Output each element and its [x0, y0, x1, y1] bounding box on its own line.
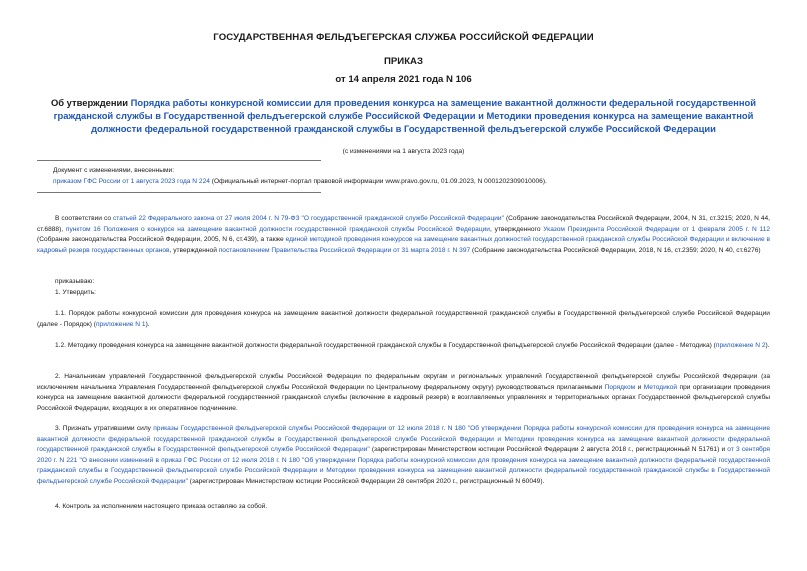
item-1-1: [37, 309, 770, 330]
divider-bottom: [37, 192, 321, 193]
changes-source: (Официальный интернет-портал правовой информации www.pravo.gov.ru, 01.09.2023, N 0001202309010006).: [209, 178, 547, 185]
preamble-text-4: (Собрание законодательства Российской Федерации, 2005, N 6, ст.439), а также: [37, 236, 286, 244]
changes-line: [53, 176, 753, 187]
repealed-order-180-link[interactable]: приказы Государственной фельдъегерской службы Российской Федерации от 12 июля 2018 г. N 180 "Об утверждении Порядка работы конкурсной комиссии для проведения конкурса на замещение вакантной должности федеральной государственной гражданской службы в Государственной фельдъегерской службе Российской Федерации и Методики проведения конкурса на замещение вакантной должности федеральной государственной гражданской службы в Государственной фельдъегерской службе Российской Федерации": [37, 425, 770, 454]
item-1-2-end: ).: [765, 342, 770, 349]
preamble-text-5: , утвержденной: [169, 246, 219, 254]
procedure-link[interactable]: Порядком: [604, 383, 636, 391]
amendment-note: (с изменениями на 1 августа 2023 года): [342, 148, 465, 155]
item-3: [37, 424, 770, 488]
item-3-text-2: (зарегистрирован Министерством юстиции Российской Федерации 2 августа 2018 г., регистрационный N 51761) и: [369, 446, 728, 454]
item-2-text-3: при организации проведения конкурса на замещение вакантной должности федеральной государственной гражданской службы (включение в кадровый резерв) в возглавляемых управлениях и территориальных органах Государственной фельдъегерской службы Российской Федерации, входящих в их оперативное подчинение.: [37, 383, 770, 412]
appendix-2-link[interactable]: приложение N 2: [715, 342, 766, 349]
item-1-1-text: 1.1. Порядок работы конкурсной комиссии для проведения конкурса на замещение вакантной должности федеральной государственной гражданской службы в Государственной фельдъегерской службе Российской Федерации (далее - Порядок) (: [37, 310, 770, 328]
methodology-link[interactable]: единой методикой проведения конкурсов на замещение вакантных должностей государственной гражданской службы Российской Федерации и включение в кадровый резерв государственных органов: [37, 236, 771, 254]
title-prefix: Об утверждении: [50, 97, 131, 108]
changes-caption: Документ с изменениями, внесенными:: [53, 167, 175, 174]
item-1-2-text: 1.2. Методику проведения конкурса на замещение вакантной должности федеральной государственной гражданской службы в Государственной фельдъегерской службе Российской Федерации (далее - Методика) (: [55, 342, 716, 349]
item-3-text-1: 3. Признать утратившими силу: [55, 425, 154, 432]
preamble-paragraph: [37, 214, 770, 256]
amending-order-link[interactable]: приказом ГФС России от 1 августа 2023 года N 224: [53, 178, 210, 185]
preamble-text-1: В соответствии со: [55, 215, 113, 222]
methodology-ref-link[interactable]: Методикой: [643, 383, 678, 391]
presidential-decree-link[interactable]: Указом Президента Российской Федерации от 1 февраля 2005 г. N 112: [543, 225, 770, 233]
preamble-text-6: (Собрание законодательства Российской Федерации, 2018, N 16, ст.2359; 2020, N 40, ст.6276): [470, 246, 761, 254]
item-3-text-3: (зарегистрирован Министерством юстиции Российской Федерации 28 сентября 2020 г., регистрационный N 60049).: [187, 477, 545, 485]
item-2-text-1: 2. Начальникам управлений Государственной фельдъегерской службы Российской Федерации по федеральным округам и региональных управлений Государственной фельдъегерской службы Российской Федерации (за исключением начальника Управления Государственной фельдъегерской службы Российской Федерации по Центральному федеральному округу) руководствоваться прилагаемыми: [37, 373, 770, 391]
item-2-text-2: и: [635, 383, 644, 391]
federal-law-link[interactable]: статьей 22 Федерального закона от 27 июля 2004 г. N 79-ФЗ "О государственной гражданской службе Российской Федерации": [113, 215, 504, 222]
item-1-1-end: ).: [145, 320, 150, 328]
regulation-link[interactable]: пунктом 16 Положения о конкурсе на замещение вакантной должности государственной гражданской службы Российской Федерации: [65, 225, 490, 233]
appendix-1-link[interactable]: приложение N 1: [95, 320, 146, 328]
changes-box: [53, 165, 753, 187]
item-1-2: [37, 341, 770, 352]
repealed-order-221-link[interactable]: от 3 сентября 2020 г. N 221 "О внесении изменений в приказ ГФС России от 12 июля 2018 г. N 180 "Об утверждении Порядка работы конкурсной комиссии для проведения конкурса на замещение вакантной должности федеральной государственной гражданской службы в Государственной фельдъегерской службе Российской Федерации и Методики проведения конкурса на замещение вакантной должности федеральной государственной гражданской службы в Государственной фельдъегерской службе Российской Федерации": [37, 446, 770, 485]
agency-heading: ГОСУДАРСТВЕННАЯ ФЕЛЬДЪЕГЕРСКАЯ СЛУЖБА РОССИЙСКОЙ ФЕДЕРАЦИИ: [213, 32, 594, 43]
divider-top: [37, 160, 321, 161]
order-word: приказываю:: [55, 278, 95, 285]
document-date-number: от 14 апреля 2021 года N 106: [335, 74, 472, 85]
item-4: 4. Контроль за исполнением настоящего приказа оставляю за собой.: [55, 503, 268, 510]
preamble-text-3: , утвержденного: [489, 225, 544, 233]
item-1: 1. Утвердить:: [55, 289, 96, 296]
document-type: ПРИКАЗ: [384, 56, 423, 67]
title-link[interactable]: Порядка работы конкурсной комиссии для проведения конкурса на замещение вакантной должности федеральной государственной гражданской службы в Государственной фельдъегерской службе Российской Федерации и Методики проведения конкурса на замещение вакантной должности федеральной государственной гражданской службы в Государственной фельдъегерской службе Российской Федерации: [53, 97, 756, 134]
preamble-text-2: (Собрание законодательства Российской Федерации, 2004, N 31, ст.3215; 2020, N 44, ст.6888),: [37, 215, 770, 233]
government-resolution-link[interactable]: постановлением Правительства Российской Федерации от 31 марта 2018 г. N 397: [218, 246, 471, 254]
item-2: [37, 372, 770, 414]
document-title: [34, 96, 773, 135]
